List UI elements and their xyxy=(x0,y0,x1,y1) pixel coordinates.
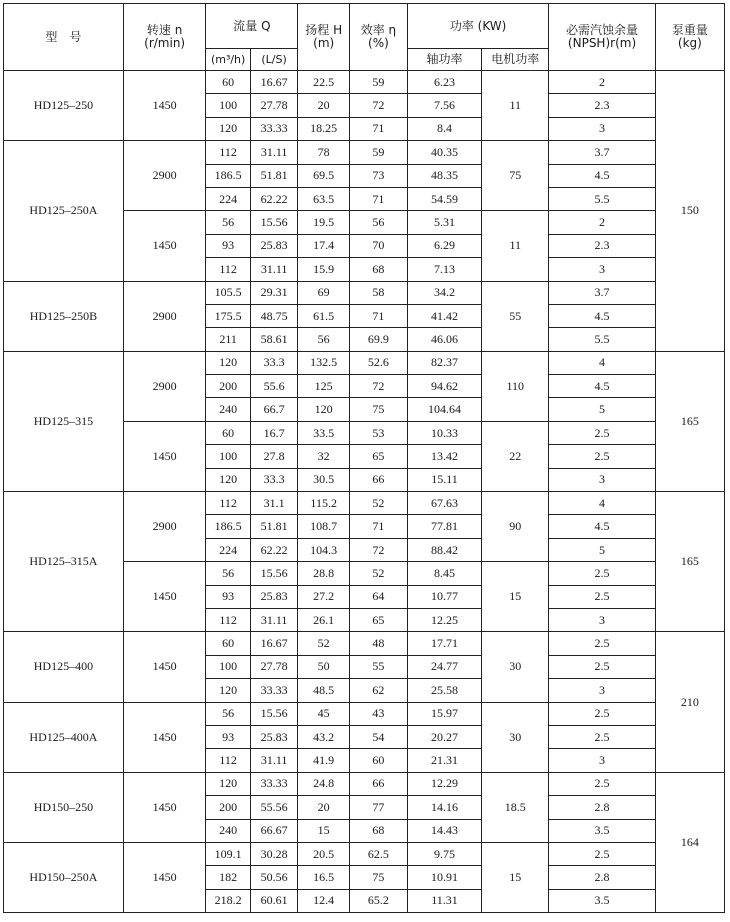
cell-shaft-power: 88.42 xyxy=(407,538,481,561)
cell-npsh: 3 xyxy=(549,258,655,281)
cell-flow-ls: 30.28 xyxy=(250,842,298,865)
table-row xyxy=(4,632,725,655)
cell-head: 120 xyxy=(298,398,350,421)
cell-shaft-power: 24.77 xyxy=(407,655,481,678)
cell-efficiency: 65.2 xyxy=(350,889,408,912)
cell-flow-ls: 33.3 xyxy=(250,351,298,374)
cell-motor-power: 30 xyxy=(482,632,549,702)
cell-shaft-power: 14.16 xyxy=(407,796,481,819)
cell-motor-power: 110 xyxy=(482,351,549,421)
cell-efficiency: 59 xyxy=(350,141,408,164)
table-row xyxy=(4,702,725,725)
cell-model: HD125–400 xyxy=(4,632,124,702)
table-row xyxy=(4,71,725,94)
cell-npsh: 3 xyxy=(549,117,655,140)
cell-flow-m3h: 56 xyxy=(206,211,250,234)
cell-efficiency: 52 xyxy=(350,562,408,585)
cell-flow-ls: 25.83 xyxy=(250,725,298,748)
cell-flow-m3h: 112 xyxy=(206,608,250,631)
cell-head: 41.9 xyxy=(298,749,350,772)
cell-shaft-power: 10.77 xyxy=(407,585,481,608)
cell-npsh: 2.5 xyxy=(549,655,655,678)
cell-model: HD150–250A xyxy=(4,842,124,912)
cell-flow-ls: 15.56 xyxy=(250,702,298,725)
cell-flow-m3h: 224 xyxy=(206,538,250,561)
cell-flow-ls: 16.67 xyxy=(250,632,298,655)
cell-flow-ls: 27.78 xyxy=(250,655,298,678)
cell-flow-m3h: 109.1 xyxy=(206,842,250,865)
cell-flow-m3h: 60 xyxy=(206,632,250,655)
cell-speed: 1450 xyxy=(123,211,206,281)
cell-efficiency: 72 xyxy=(350,538,408,561)
header-flow-m3h xyxy=(206,49,250,71)
cell-head: 78 xyxy=(298,141,350,164)
cell-npsh: 5.5 xyxy=(549,328,655,351)
cell-efficiency: 64 xyxy=(350,585,408,608)
header-weight xyxy=(655,4,724,71)
cell-npsh: 4.5 xyxy=(549,515,655,538)
cell-flow-ls: 15.56 xyxy=(250,562,298,585)
cell-flow-ls: 15.56 xyxy=(250,211,298,234)
header-speed-label: 转速 n xyxy=(146,23,183,37)
cell-head: 15.9 xyxy=(298,258,350,281)
cell-efficiency: 55 xyxy=(350,655,408,678)
table-row xyxy=(4,141,725,164)
cell-npsh: 2.5 xyxy=(549,421,655,444)
cell-flow-m3h: 120 xyxy=(206,679,250,702)
cell-efficiency: 71 xyxy=(350,187,408,210)
cell-efficiency: 58 xyxy=(350,281,408,304)
header-flow xyxy=(206,4,298,49)
cell-efficiency: 54 xyxy=(350,725,408,748)
cell-npsh: 2.5 xyxy=(549,632,655,655)
cell-head: 63.5 xyxy=(298,187,350,210)
cell-model: HD125–250B xyxy=(4,281,124,351)
cell-flow-m3h: 60 xyxy=(206,421,250,444)
header-speed-unit: (r/min) xyxy=(144,36,186,50)
header-motor-power-label: 电机功率 xyxy=(491,52,540,66)
cell-efficiency: 56 xyxy=(350,211,408,234)
cell-shaft-power: 104.64 xyxy=(407,398,481,421)
header-shaft-power-label: 轴功率 xyxy=(426,52,463,66)
cell-flow-m3h: 240 xyxy=(206,819,250,842)
cell-flow-ls: 16.67 xyxy=(250,71,298,94)
cell-head: 48.5 xyxy=(298,679,350,702)
cell-flow-m3h: 218.2 xyxy=(206,889,250,912)
cell-npsh: 3 xyxy=(549,468,655,491)
cell-head: 69.5 xyxy=(298,164,350,187)
cell-flow-ls: 33.33 xyxy=(250,772,298,795)
cell-weight: 150 xyxy=(655,71,724,352)
cell-head: 32 xyxy=(298,445,350,468)
cell-head: 132.5 xyxy=(298,351,350,374)
cell-model: HD125–250A xyxy=(4,141,124,281)
cell-flow-ls: 27.78 xyxy=(250,94,298,117)
header-npsh-label: 必需汽蚀余量 xyxy=(566,23,639,37)
cell-flow-m3h: 224 xyxy=(206,187,250,210)
cell-efficiency: 52.6 xyxy=(350,351,408,374)
cell-npsh: 5 xyxy=(549,538,655,561)
cell-flow-m3h: 120 xyxy=(206,468,250,491)
cell-flow-m3h: 112 xyxy=(206,258,250,281)
cell-efficiency: 71 xyxy=(350,117,408,140)
cell-flow-ls: 51.81 xyxy=(250,515,298,538)
cell-speed: 2900 xyxy=(123,351,206,421)
cell-flow-m3h: 93 xyxy=(206,234,250,257)
header-head-unit: (m) xyxy=(313,36,335,50)
cell-flow-m3h: 100 xyxy=(206,445,250,468)
cell-flow-ls: 60.61 xyxy=(250,889,298,912)
cell-flow-m3h: 175.5 xyxy=(206,304,250,327)
header-efficiency-unit: (%) xyxy=(368,36,389,50)
cell-flow-m3h: 100 xyxy=(206,655,250,678)
cell-motor-power: 11 xyxy=(482,71,549,141)
cell-efficiency: 70 xyxy=(350,234,408,257)
cell-model: HD125–315 xyxy=(4,351,124,491)
cell-npsh: 2.8 xyxy=(549,866,655,889)
cell-flow-m3h: 240 xyxy=(206,398,250,421)
header-flow-ls-label: (L/S) xyxy=(261,53,287,66)
cell-speed: 1450 xyxy=(123,71,206,141)
cell-speed: 1450 xyxy=(123,421,206,491)
cell-head: 22.5 xyxy=(298,71,350,94)
cell-head: 28.8 xyxy=(298,562,350,585)
cell-motor-power: 75 xyxy=(482,141,549,211)
cell-motor-power: 90 xyxy=(482,492,549,562)
cell-flow-ls: 62.22 xyxy=(250,187,298,210)
cell-npsh: 4 xyxy=(549,492,655,515)
cell-flow-m3h: 182 xyxy=(206,866,250,889)
cell-flow-ls: 58.61 xyxy=(250,328,298,351)
cell-shaft-power: 94.62 xyxy=(407,375,481,398)
cell-shaft-power: 17.71 xyxy=(407,632,481,655)
cell-shaft-power: 14.43 xyxy=(407,819,481,842)
cell-head: 69 xyxy=(298,281,350,304)
header-shaft-power xyxy=(407,49,481,71)
cell-efficiency: 65 xyxy=(350,608,408,631)
table-row xyxy=(4,842,725,865)
cell-flow-m3h: 60 xyxy=(206,71,250,94)
cell-motor-power: 18.5 xyxy=(482,772,549,842)
cell-npsh: 2.3 xyxy=(549,234,655,257)
cell-npsh: 5.5 xyxy=(549,187,655,210)
cell-shaft-power: 67.63 xyxy=(407,492,481,515)
header-head-label: 扬程 H xyxy=(305,23,343,37)
cell-flow-m3h: 186.5 xyxy=(206,164,250,187)
cell-npsh: 2.5 xyxy=(549,725,655,748)
cell-efficiency: 68 xyxy=(350,258,408,281)
cell-speed: 1450 xyxy=(123,842,206,912)
cell-motor-power: 55 xyxy=(482,281,549,351)
cell-weight: 164 xyxy=(655,772,724,912)
cell-flow-ls: 50.56 xyxy=(250,866,298,889)
cell-flow-ls: 16.7 xyxy=(250,421,298,444)
cell-efficiency: 72 xyxy=(350,375,408,398)
table-row xyxy=(4,772,725,795)
cell-shaft-power: 10.91 xyxy=(407,866,481,889)
cell-shaft-power: 9.75 xyxy=(407,842,481,865)
cell-flow-ls: 29.31 xyxy=(250,281,298,304)
cell-shaft-power: 20.27 xyxy=(407,725,481,748)
cell-shaft-power: 7.56 xyxy=(407,94,481,117)
cell-flow-ls: 55.6 xyxy=(250,375,298,398)
cell-head: 27.2 xyxy=(298,585,350,608)
cell-efficiency: 60 xyxy=(350,749,408,772)
cell-weight: 210 xyxy=(655,632,724,772)
cell-npsh: 4 xyxy=(549,351,655,374)
cell-efficiency: 72 xyxy=(350,94,408,117)
cell-shaft-power: 6.23 xyxy=(407,71,481,94)
cell-shaft-power: 15.97 xyxy=(407,702,481,725)
cell-efficiency: 52 xyxy=(350,492,408,515)
spec-table-body xyxy=(4,71,725,913)
header-efficiency-label: 效率 η xyxy=(360,23,397,37)
cell-efficiency: 66 xyxy=(350,468,408,491)
cell-flow-m3h: 105.5 xyxy=(206,281,250,304)
cell-motor-power: 22 xyxy=(482,421,549,491)
cell-flow-m3h: 100 xyxy=(206,94,250,117)
header-motor-power xyxy=(482,49,549,71)
cell-model: HD150–250 xyxy=(4,772,124,842)
cell-npsh: 2.5 xyxy=(549,445,655,468)
cell-shaft-power: 8.4 xyxy=(407,117,481,140)
header-power xyxy=(407,4,548,49)
cell-head: 104.3 xyxy=(298,538,350,561)
cell-npsh: 2.5 xyxy=(549,842,655,865)
cell-flow-m3h: 120 xyxy=(206,772,250,795)
cell-shaft-power: 25.58 xyxy=(407,679,481,702)
cell-shaft-power: 41.42 xyxy=(407,304,481,327)
cell-speed: 2900 xyxy=(123,492,206,562)
cell-head: 20.5 xyxy=(298,842,350,865)
table-row xyxy=(4,492,725,515)
cell-head: 108.7 xyxy=(298,515,350,538)
cell-npsh: 4.5 xyxy=(549,304,655,327)
cell-efficiency: 68 xyxy=(350,819,408,842)
header-weight-unit: (kg) xyxy=(677,36,702,50)
cell-motor-power: 30 xyxy=(482,702,549,772)
cell-model: HD125–250 xyxy=(4,71,124,141)
cell-efficiency: 71 xyxy=(350,515,408,538)
cell-flow-m3h: 112 xyxy=(206,492,250,515)
cell-npsh: 3.7 xyxy=(549,281,655,304)
cell-flow-ls: 25.83 xyxy=(250,234,298,257)
cell-head: 19.5 xyxy=(298,211,350,234)
cell-shaft-power: 21.31 xyxy=(407,749,481,772)
cell-efficiency: 48 xyxy=(350,632,408,655)
cell-weight: 165 xyxy=(655,351,724,491)
cell-head: 17.4 xyxy=(298,234,350,257)
cell-npsh: 2 xyxy=(549,211,655,234)
cell-npsh: 4.5 xyxy=(549,375,655,398)
cell-npsh: 4.5 xyxy=(549,164,655,187)
cell-efficiency: 73 xyxy=(350,164,408,187)
cell-flow-m3h: 93 xyxy=(206,725,250,748)
cell-npsh: 3 xyxy=(549,749,655,772)
cell-efficiency: 53 xyxy=(350,421,408,444)
cell-shaft-power: 46.06 xyxy=(407,328,481,351)
cell-head: 24.8 xyxy=(298,772,350,795)
cell-flow-ls: 27.8 xyxy=(250,445,298,468)
header-weight-label: 泵重量 xyxy=(671,23,708,37)
cell-head: 61.5 xyxy=(298,304,350,327)
cell-efficiency: 66 xyxy=(350,772,408,795)
cell-flow-m3h: 120 xyxy=(206,351,250,374)
cell-npsh: 2 xyxy=(549,71,655,94)
cell-head: 115.2 xyxy=(298,492,350,515)
cell-model: HD125–315A xyxy=(4,492,124,632)
header-npsh xyxy=(549,4,655,71)
cell-head: 30.5 xyxy=(298,468,350,491)
header-speed xyxy=(123,4,206,71)
cell-shaft-power: 12.29 xyxy=(407,772,481,795)
cell-speed: 2900 xyxy=(123,281,206,351)
cell-flow-m3h: 56 xyxy=(206,562,250,585)
header-npsh-unit: (NPSH)r(m) xyxy=(567,36,637,50)
cell-motor-power: 15 xyxy=(482,562,549,632)
cell-weight: 165 xyxy=(655,492,724,632)
cell-shaft-power: 6.29 xyxy=(407,234,481,257)
cell-flow-m3h: 211 xyxy=(206,328,250,351)
cell-head: 45 xyxy=(298,702,350,725)
cell-shaft-power: 48.35 xyxy=(407,164,481,187)
cell-efficiency: 75 xyxy=(350,398,408,421)
cell-flow-ls: 25.83 xyxy=(250,585,298,608)
cell-flow-m3h: 200 xyxy=(206,375,250,398)
header-power-label: 功率 (KW) xyxy=(449,18,507,33)
cell-shaft-power: 7.13 xyxy=(407,258,481,281)
cell-shaft-power: 10.33 xyxy=(407,421,481,444)
cell-speed: 1450 xyxy=(123,632,206,702)
cell-motor-power: 11 xyxy=(482,211,549,281)
cell-motor-power: 15 xyxy=(482,842,549,912)
cell-npsh: 3.5 xyxy=(549,889,655,912)
cell-npsh: 2.8 xyxy=(549,796,655,819)
cell-flow-m3h: 93 xyxy=(206,585,250,608)
cell-efficiency: 43 xyxy=(350,702,408,725)
table-row xyxy=(4,281,725,304)
cell-speed: 1450 xyxy=(123,702,206,772)
cell-flow-ls: 33.3 xyxy=(250,468,298,491)
cell-efficiency: 71 xyxy=(350,304,408,327)
cell-flow-ls: 66.67 xyxy=(250,819,298,842)
cell-shaft-power: 12.25 xyxy=(407,608,481,631)
cell-flow-m3h: 120 xyxy=(206,117,250,140)
cell-npsh: 3.5 xyxy=(549,819,655,842)
cell-shaft-power: 15.11 xyxy=(407,468,481,491)
cell-shaft-power: 8.45 xyxy=(407,562,481,585)
cell-efficiency: 75 xyxy=(350,866,408,889)
cell-head: 20 xyxy=(298,94,350,117)
cell-npsh: 3 xyxy=(549,679,655,702)
cell-shaft-power: 77.81 xyxy=(407,515,481,538)
cell-flow-ls: 31.11 xyxy=(250,258,298,281)
cell-flow-ls: 55.56 xyxy=(250,796,298,819)
cell-efficiency: 77 xyxy=(350,796,408,819)
cell-shaft-power: 82.37 xyxy=(407,351,481,374)
cell-head: 12.4 xyxy=(298,889,350,912)
cell-flow-m3h: 112 xyxy=(206,749,250,772)
cell-model: HD125–400A xyxy=(4,702,124,772)
cell-head: 125 xyxy=(298,375,350,398)
cell-flow-ls: 31.1 xyxy=(250,492,298,515)
cell-flow-ls: 66.7 xyxy=(250,398,298,421)
cell-head: 52 xyxy=(298,632,350,655)
header-flow-label: 流量 Q xyxy=(233,18,271,33)
cell-efficiency: 59 xyxy=(350,71,408,94)
cell-shaft-power: 54.59 xyxy=(407,187,481,210)
header-efficiency xyxy=(350,4,408,71)
cell-speed: 1450 xyxy=(123,772,206,842)
cell-head: 18.25 xyxy=(298,117,350,140)
cell-npsh: 3.7 xyxy=(549,141,655,164)
cell-head: 16.5 xyxy=(298,866,350,889)
pump-spec-table xyxy=(3,3,725,913)
cell-flow-ls: 31.11 xyxy=(250,608,298,631)
cell-head: 20 xyxy=(298,796,350,819)
cell-speed: 2900 xyxy=(123,141,206,211)
cell-shaft-power: 5.31 xyxy=(407,211,481,234)
cell-npsh: 2.3 xyxy=(549,94,655,117)
cell-npsh: 5 xyxy=(549,398,655,421)
cell-speed: 1450 xyxy=(123,562,206,632)
cell-head: 50 xyxy=(298,655,350,678)
cell-flow-m3h: 200 xyxy=(206,796,250,819)
cell-head: 33.5 xyxy=(298,421,350,444)
header-head xyxy=(298,4,350,71)
cell-flow-ls: 33.33 xyxy=(250,117,298,140)
cell-shaft-power: 34.2 xyxy=(407,281,481,304)
cell-efficiency: 65 xyxy=(350,445,408,468)
cell-flow-ls: 48.75 xyxy=(250,304,298,327)
cell-head: 56 xyxy=(298,328,350,351)
table-row xyxy=(4,351,725,374)
cell-flow-m3h: 56 xyxy=(206,702,250,725)
cell-head: 43.2 xyxy=(298,725,350,748)
cell-flow-ls: 51.81 xyxy=(250,164,298,187)
header-flow-ls xyxy=(250,49,298,71)
cell-flow-m3h: 186.5 xyxy=(206,515,250,538)
cell-npsh: 3 xyxy=(549,608,655,631)
cell-npsh: 2.5 xyxy=(549,772,655,795)
cell-efficiency: 62 xyxy=(350,679,408,702)
cell-flow-ls: 31.11 xyxy=(250,749,298,772)
cell-flow-m3h: 112 xyxy=(206,141,250,164)
cell-efficiency: 62.5 xyxy=(350,842,408,865)
cell-efficiency: 69.9 xyxy=(350,328,408,351)
cell-head: 26.1 xyxy=(298,608,350,631)
cell-shaft-power: 13.42 xyxy=(407,445,481,468)
cell-shaft-power: 40.35 xyxy=(407,141,481,164)
header-flow-m3h-label: (m³/h) xyxy=(210,53,246,66)
header-model-label: 型 号 xyxy=(45,29,82,44)
cell-shaft-power: 11.31 xyxy=(407,889,481,912)
cell-npsh: 2.5 xyxy=(549,585,655,608)
cell-head: 15 xyxy=(298,819,350,842)
cell-flow-ls: 31.11 xyxy=(250,141,298,164)
cell-flow-ls: 33.33 xyxy=(250,679,298,702)
cell-npsh: 2.5 xyxy=(549,562,655,585)
cell-npsh: 2.5 xyxy=(549,702,655,725)
cell-flow-ls: 62.22 xyxy=(250,538,298,561)
header-model xyxy=(4,4,124,71)
